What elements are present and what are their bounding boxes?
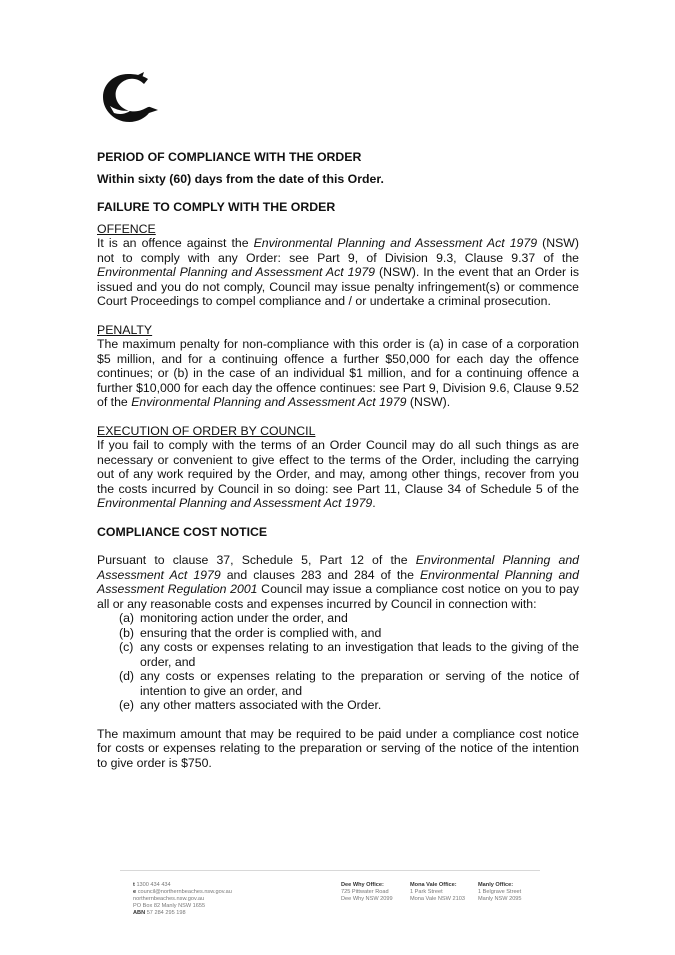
cost-notice-paragraph: Pursuant to clause 37, Schedule 5, Part 12 of the Environmental Planning and Assessment Act 1979 and clauses 283 and 284 of the Environmental Planning and Assessment Regulation 2001 Council may issue a compliance cost notice on you to pay all or any reasonable costs and expenses incurred by Council in connection with:	[97, 553, 579, 611]
council-logo	[98, 70, 160, 126]
penalty-title: PENALTY	[97, 322, 153, 337]
document-body	[97, 150, 579, 770]
footer-abn: 57 284 295 198	[146, 910, 186, 916]
list-item: (c) any costs or expenses relating to an investigation that leads to the giving of the order, and	[119, 640, 579, 669]
list-item: (d) any costs or expenses relating to the preparation or serving of the notice of intention to give an order, and	[119, 669, 579, 698]
offence-title: OFFENCE	[97, 221, 156, 236]
footer-email[interactable]: council@northernbeaches.nsw.gov.au	[137, 889, 232, 895]
penalty-paragraph: The maximum penalty for non-compliance with this order is (a) in case of a corporation $5 million, and for a continuing offence a further $50,000 for each day the offence continues; or (b) in the case of an individual $1 million, and for a continuing offence a further $10,000 for each day the offence continues: see Part 9, Division 9.6, Clause 9.52 of the Environmental Planning and Assessment Act 1979 (NSW).	[97, 337, 579, 409]
offence-paragraph: It is an offence against the Environmental Planning and Assessment Act 1979 (NSW) not to comply with any Order: see Part 9, of Division 9.3, Clause 9.37 of the Environmental Planning and Assessment Act 1979 (NSW). In the event that an Order is issued and you do not comply, Council may issue penalty infringement(s) or commence Court Proceedings to compel compliance and / or undertake a criminal prosecution.	[97, 236, 579, 308]
list-item: (a) monitoring action under the order, and	[119, 611, 348, 625]
council-logo-icon	[98, 70, 160, 126]
list-item: (b) ensuring that the order is complied with, and	[119, 625, 382, 640]
footer-office-dee-why: Dee Why Office: 725 Pittwater Road Dee Why NSW 2099	[341, 882, 393, 902]
period-heading: PERIOD OF COMPLIANCE WITH THE ORDER	[97, 150, 362, 164]
footer-contact: t 1300 434 434 e council@northernbeaches.nsw.gov.au northernbeaches.nsw.gov.au PO Box 82 Manly NSW 1655 ABN 57 284 295 198	[133, 882, 232, 916]
max-amount-paragraph: The maximum amount that may be required to be paid under a compliance cost notice for costs or expenses relating to the preparation or serving of the notice of the intention to give order is $750.	[97, 726, 579, 770]
footer-divider	[120, 870, 540, 871]
footer-website[interactable]: northernbeaches.nsw.gov.au	[133, 896, 205, 902]
cost-items-list	[97, 611, 579, 713]
cost-notice-heading: COMPLIANCE COST NOTICE	[97, 524, 268, 539]
period-statement: Within sixty (60) days from the date of this Order.	[97, 171, 384, 186]
list-item: (e) any other matters associated with the Order.	[119, 698, 382, 712]
footer-office-mona-vale: Mona Vale Office: 1 Park Street Mona Vale NSW 2103	[410, 882, 465, 902]
footer-office-manly: Manly Office: 1 Belgrave Street Manly NSW 2095	[478, 882, 522, 902]
failure-heading: FAILURE TO COMPLY WITH THE ORDER	[97, 200, 336, 214]
execution-paragraph: If you fail to comply with the terms of an Order Council may do all such things as are necessary or convenient to give effect to the terms of the Order, including the carrying out of any work required by the Order, and may, among other things, recover from you the costs incurred by Council in so doing: see Part 11, Clause 34 of Schedule 5 of the Environmental Planning and Assessment Act 1979.	[97, 438, 579, 510]
execution-title: EXECUTION OF ORDER BY COUNCIL	[97, 423, 316, 438]
footer-phone: 1300 434 434	[136, 882, 171, 888]
footer-po-box: PO Box 82 Manly NSW 1655	[133, 903, 206, 909]
